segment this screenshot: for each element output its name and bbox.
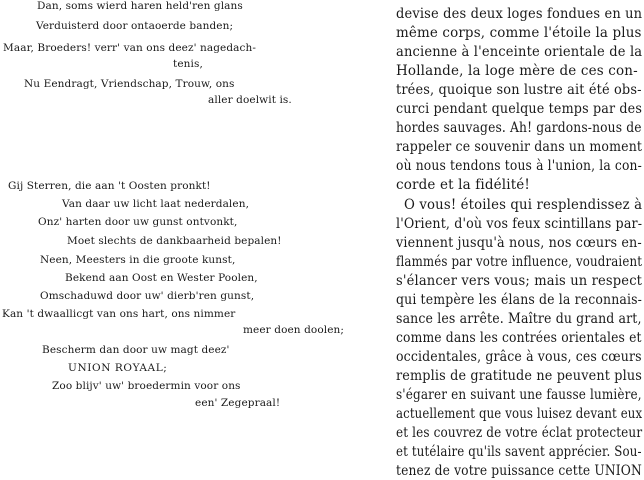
verse-line: meer doen doolen;: [243, 324, 345, 336]
right-page: [388, 0, 644, 480]
verse-line: Zoo blijv' uw' broedermin voor ons: [52, 380, 241, 392]
verse-line: Maar, Broeders! verr' van ons deez' nagedach-: [3, 42, 257, 54]
verse-line: Onz' harten door uw gunst ontvonkt,: [38, 216, 238, 228]
verse-line: tenis,: [173, 58, 203, 70]
page-gutter: [380, 0, 388, 480]
verse-line: Gij Sterren, die aan 't Oosten pronkt!: [8, 180, 211, 192]
prose-line: où nous tendons tous à l'union, la con-: [396, 158, 642, 174]
verse-line: UNION ROYAAL;: [68, 362, 168, 374]
verse-line: een' Zegepraal!: [195, 397, 281, 409]
prose-line: rappeler ce souvenir dans un moment: [396, 139, 643, 155]
prose-line: actuellement que vous luisez devant eux: [396, 406, 643, 422]
verse-line: Omschaduwd door uw' dierb'ren gunst,: [40, 290, 255, 302]
prose-line: s'égarer en suivant une fausse lumière,: [396, 387, 642, 403]
verse-line: Bescherm dan door uw magt deez': [42, 344, 230, 356]
prose-line: flammés par votre influence, voudraient: [396, 254, 643, 270]
verse-line: Verduisterd door ontaoerde banden;: [36, 20, 234, 32]
prose-line: tenez de votre puissance cette UNION: [396, 463, 642, 479]
verse-line: Kan 't dwaallicgt van ons hart, ons nimmer: [2, 308, 236, 320]
prose-line: devise des deux loges fondues en un: [396, 6, 643, 22]
prose-line: curci pendant quelque temps par des: [396, 101, 643, 117]
verse-line: Dan, soms wierd haren held'ren glans: [37, 0, 243, 12]
prose-line: sance les arrête. Maître du grand art,: [396, 311, 642, 327]
prose-line: viennent jusqu'à nous, nos cœurs en-: [396, 235, 642, 251]
prose-line: hordes sauvages. Ah! gardons-nous de: [396, 120, 642, 136]
prose-line: qui tempère les élans de la reconnais-: [396, 292, 643, 308]
prose-line: l'Orient, d'où vos feux scintillans par-: [396, 216, 643, 232]
prose-line: même corps, comme l'étoile la plus: [396, 25, 642, 41]
verse-line: aller doelwit is.: [208, 94, 292, 106]
verse-line: Moet slechts de dankbaarheid bepalen!: [67, 235, 282, 247]
prose-line: comme dans les contrées orientales et: [396, 330, 642, 346]
verse-line: Van daar uw licht laat nederdalen,: [62, 198, 250, 210]
prose-line: ancienne à l'enceinte orientale de la: [396, 44, 643, 60]
prose-line: corde et la fidélité!: [396, 177, 530, 193]
prose-line: et les couvrez de votre éclat protecteur: [396, 425, 643, 441]
prose-line: et tutélaire qu'ils savent apprécier. Sou-: [396, 444, 642, 460]
verse-line: Bekend aan Oost en Wester Poolen,: [65, 272, 258, 284]
prose-line: Hollande, la loge mère de ces con-: [396, 63, 638, 79]
prose-line: occidentales, grâce à vous, ces cœurs: [396, 349, 642, 365]
verse-line: Nu Eendragt, Vriendschap, Trouw, ons: [24, 78, 235, 90]
prose-line: trées, quoique son lustre ait été obs-: [396, 82, 642, 98]
prose-line: s'élancer vers vous; mais un respect: [396, 273, 643, 289]
verse-line: Neen, Meesters in die groote kunst,: [40, 254, 236, 266]
prose-line: O vous! étoiles qui resplendissez à: [404, 197, 643, 213]
prose-line: remplis de gratitude ne peuvent plus: [396, 368, 642, 384]
